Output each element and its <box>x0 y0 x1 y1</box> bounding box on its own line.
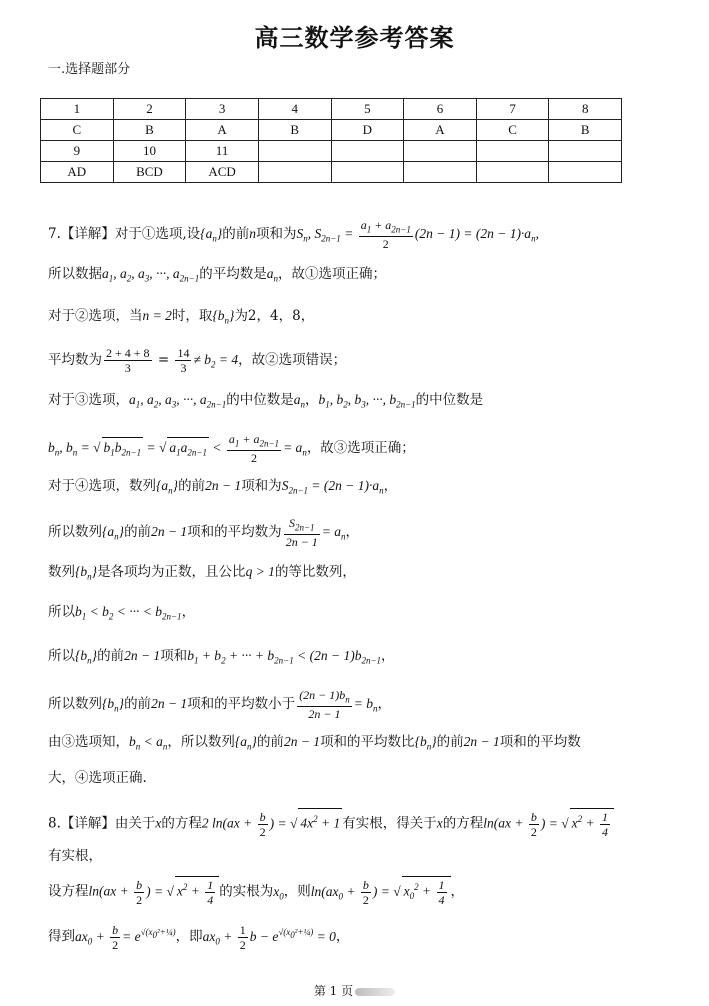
answer-table-cell <box>258 141 331 162</box>
answer-table-cell: BCD <box>113 162 186 183</box>
answer-table-cell: D <box>331 120 404 141</box>
answer-table-cell <box>331 162 404 183</box>
answer-table-cell <box>404 162 477 183</box>
q7-line-8: 所以数列$\{a_n\}$的前2n − 1项和的平均数为 $\frac{S_{2n-1}}{2n - 1}$ = $a_n$， <box>48 516 360 550</box>
answer-table-cell: 6 <box>404 99 477 120</box>
q7-line-3: 对于②选项，当n = 2时，取$\{b_n\}$为2，4，8， <box>48 308 315 326</box>
q7-line-1: 7.【详解】对于①选项,设$\{a_n\}$的前n项和为$S_n$, $S_{2n-1}$ = $\frac{a_1 + a_{2n-1}}{2}$ $(2n - 1) = (2n - 1)\cdot a_n$, <box>48 218 539 252</box>
answer-table-cell: B <box>113 120 186 141</box>
answer-table-row <box>41 162 622 183</box>
answer-table-row <box>41 120 622 141</box>
answer-table-cell: C <box>41 120 114 141</box>
answer-table-cell <box>476 162 549 183</box>
q8-line-3: 设方程ln(ax + $\frac{b}{2}$ ) = √ $x^2$ + $\frac{1}{4}$ 的实根为$x_0$，则$\ln(ax_0$ + $\frac{b}{2}$ ) = √ $x_0^2$ + $\frac{1}{4}$ ， <box>48 877 465 907</box>
answer-table-cell: 11 <box>186 141 259 162</box>
q8-line-2: 有实根， <box>48 848 102 864</box>
q7-line-14: 大，④选项正确. <box>48 770 147 786</box>
answer-table-cell <box>476 141 549 162</box>
q8-line-1: 8.【详解】由关于x的方程2 ln(ax + $\frac{b}{2}$ ) = √ $4x^2 + 1$ 有实根，得关于x的方程ln(ax + $\frac{b}{2}$ ) = √ $x^2$ + $\frac{1}{4}$ <box>48 808 614 839</box>
answer-table-row <box>41 99 622 120</box>
answer-table-cell: B <box>258 120 331 141</box>
answer-table-cell: A <box>404 120 477 141</box>
answer-table-cell: 2 <box>113 99 186 120</box>
q8-line-4: 得到$ax_0$ + $\frac{b}{2}$ = $e^{√(x_0^2+\frac{1}{4})}$，即$ax_0$ + $\frac{1}{2}$ $b - e^{√(x_0^2+\frac{1}{4})} = 0$， <box>48 922 350 952</box>
q7-line-13: 由③选项知，$b_n < a_n$，所以数列$\{a_n\}$的前2n − 1项和的平均数比$\{b_n\}$的前2n − 1项和的平均数 <box>48 734 581 752</box>
answer-table-cell: 10 <box>113 141 186 162</box>
answer-table-cell <box>258 162 331 183</box>
q7-line-9: 数列$\{b_n\}$是各项均为正数，且公比q > 1的等比数列， <box>48 564 356 582</box>
q7-line-6: $b_n$, $b_n$ = √ $b_1b_{2n-1}$ = √ $a_1a_{2n-1}$ < $\frac{a_1 + a_{2n-1}}{2}$ = $a_n$，故③选项正确； <box>48 432 415 466</box>
page-footer <box>0 982 709 999</box>
answer-table-cell <box>404 141 477 162</box>
q7-line-10: 所以$b_1 < b_2$ < ··· < $b_{2n-1}$， <box>48 604 196 622</box>
q7-line-2: 所以数据$a_1$, $a_2$, $a_3$, ···, $a_{2n-1}$的平均数是$a_n$，故①选项正确； <box>48 266 386 284</box>
page-title: 高三数学参考答案 <box>254 24 455 52</box>
answer-table <box>40 98 622 183</box>
answer-table-cell: ACD <box>186 162 259 183</box>
answer-table-cell <box>331 141 404 162</box>
answer-table-cell: 5 <box>331 99 404 120</box>
answer-table-cell: 8 <box>549 99 622 120</box>
answer-table-cell: A <box>186 120 259 141</box>
answer-table-row <box>41 141 622 162</box>
q7-line-4: 平均数为 $\frac{2 + 4 + 8}{3}$ = $\frac{14}{3}$ ≠ $b_2 = 4$，故②选项错误； <box>48 346 347 375</box>
answer-table-cell: AD <box>41 162 114 183</box>
answer-table-cell: 4 <box>258 99 331 120</box>
page-number: 第 1 页 <box>313 984 354 998</box>
answer-table-cell: 3 <box>186 99 259 120</box>
answer-table-cell: C <box>476 120 549 141</box>
section-heading: 一.选择题部分 <box>48 62 131 77</box>
q7-line-11: 所以$\{b_n\}$的前2n − 1项和$b_1 + b_2$ + ··· + $b_{2n-1} < (2n - 1)b_{2n-1}$， <box>48 648 395 666</box>
q7-line-7: 对于④选项，数列$\{a_n\}$的前2n − 1项和为$S_{2n-1} = (2n - 1)\cdot a_n$， <box>48 478 398 496</box>
answer-table-cell <box>549 141 622 162</box>
q7-line-5: 对于③选项，$a_1$, $a_2$, $a_3$, ···, $a_{2n-1}$的中位数是$a_n$，$b_1$, $b_2$, $b_3$, ···, $b_{2n-1}$的中位数是 <box>48 392 484 410</box>
answer-table-cell: B <box>549 120 622 141</box>
answer-table-cell: 1 <box>41 99 114 120</box>
scan-smudge <box>355 988 395 996</box>
answer-table-cell: 9 <box>41 141 114 162</box>
answer-table-cell <box>549 162 622 183</box>
answer-table-cell: 7 <box>476 99 549 120</box>
q7-line-12: 所以数列$\{b_n\}$的前2n − 1项和的平均数小于 $\frac{(2n - 1)b_n}{2n - 1}$ = $b_n$， <box>48 688 392 722</box>
